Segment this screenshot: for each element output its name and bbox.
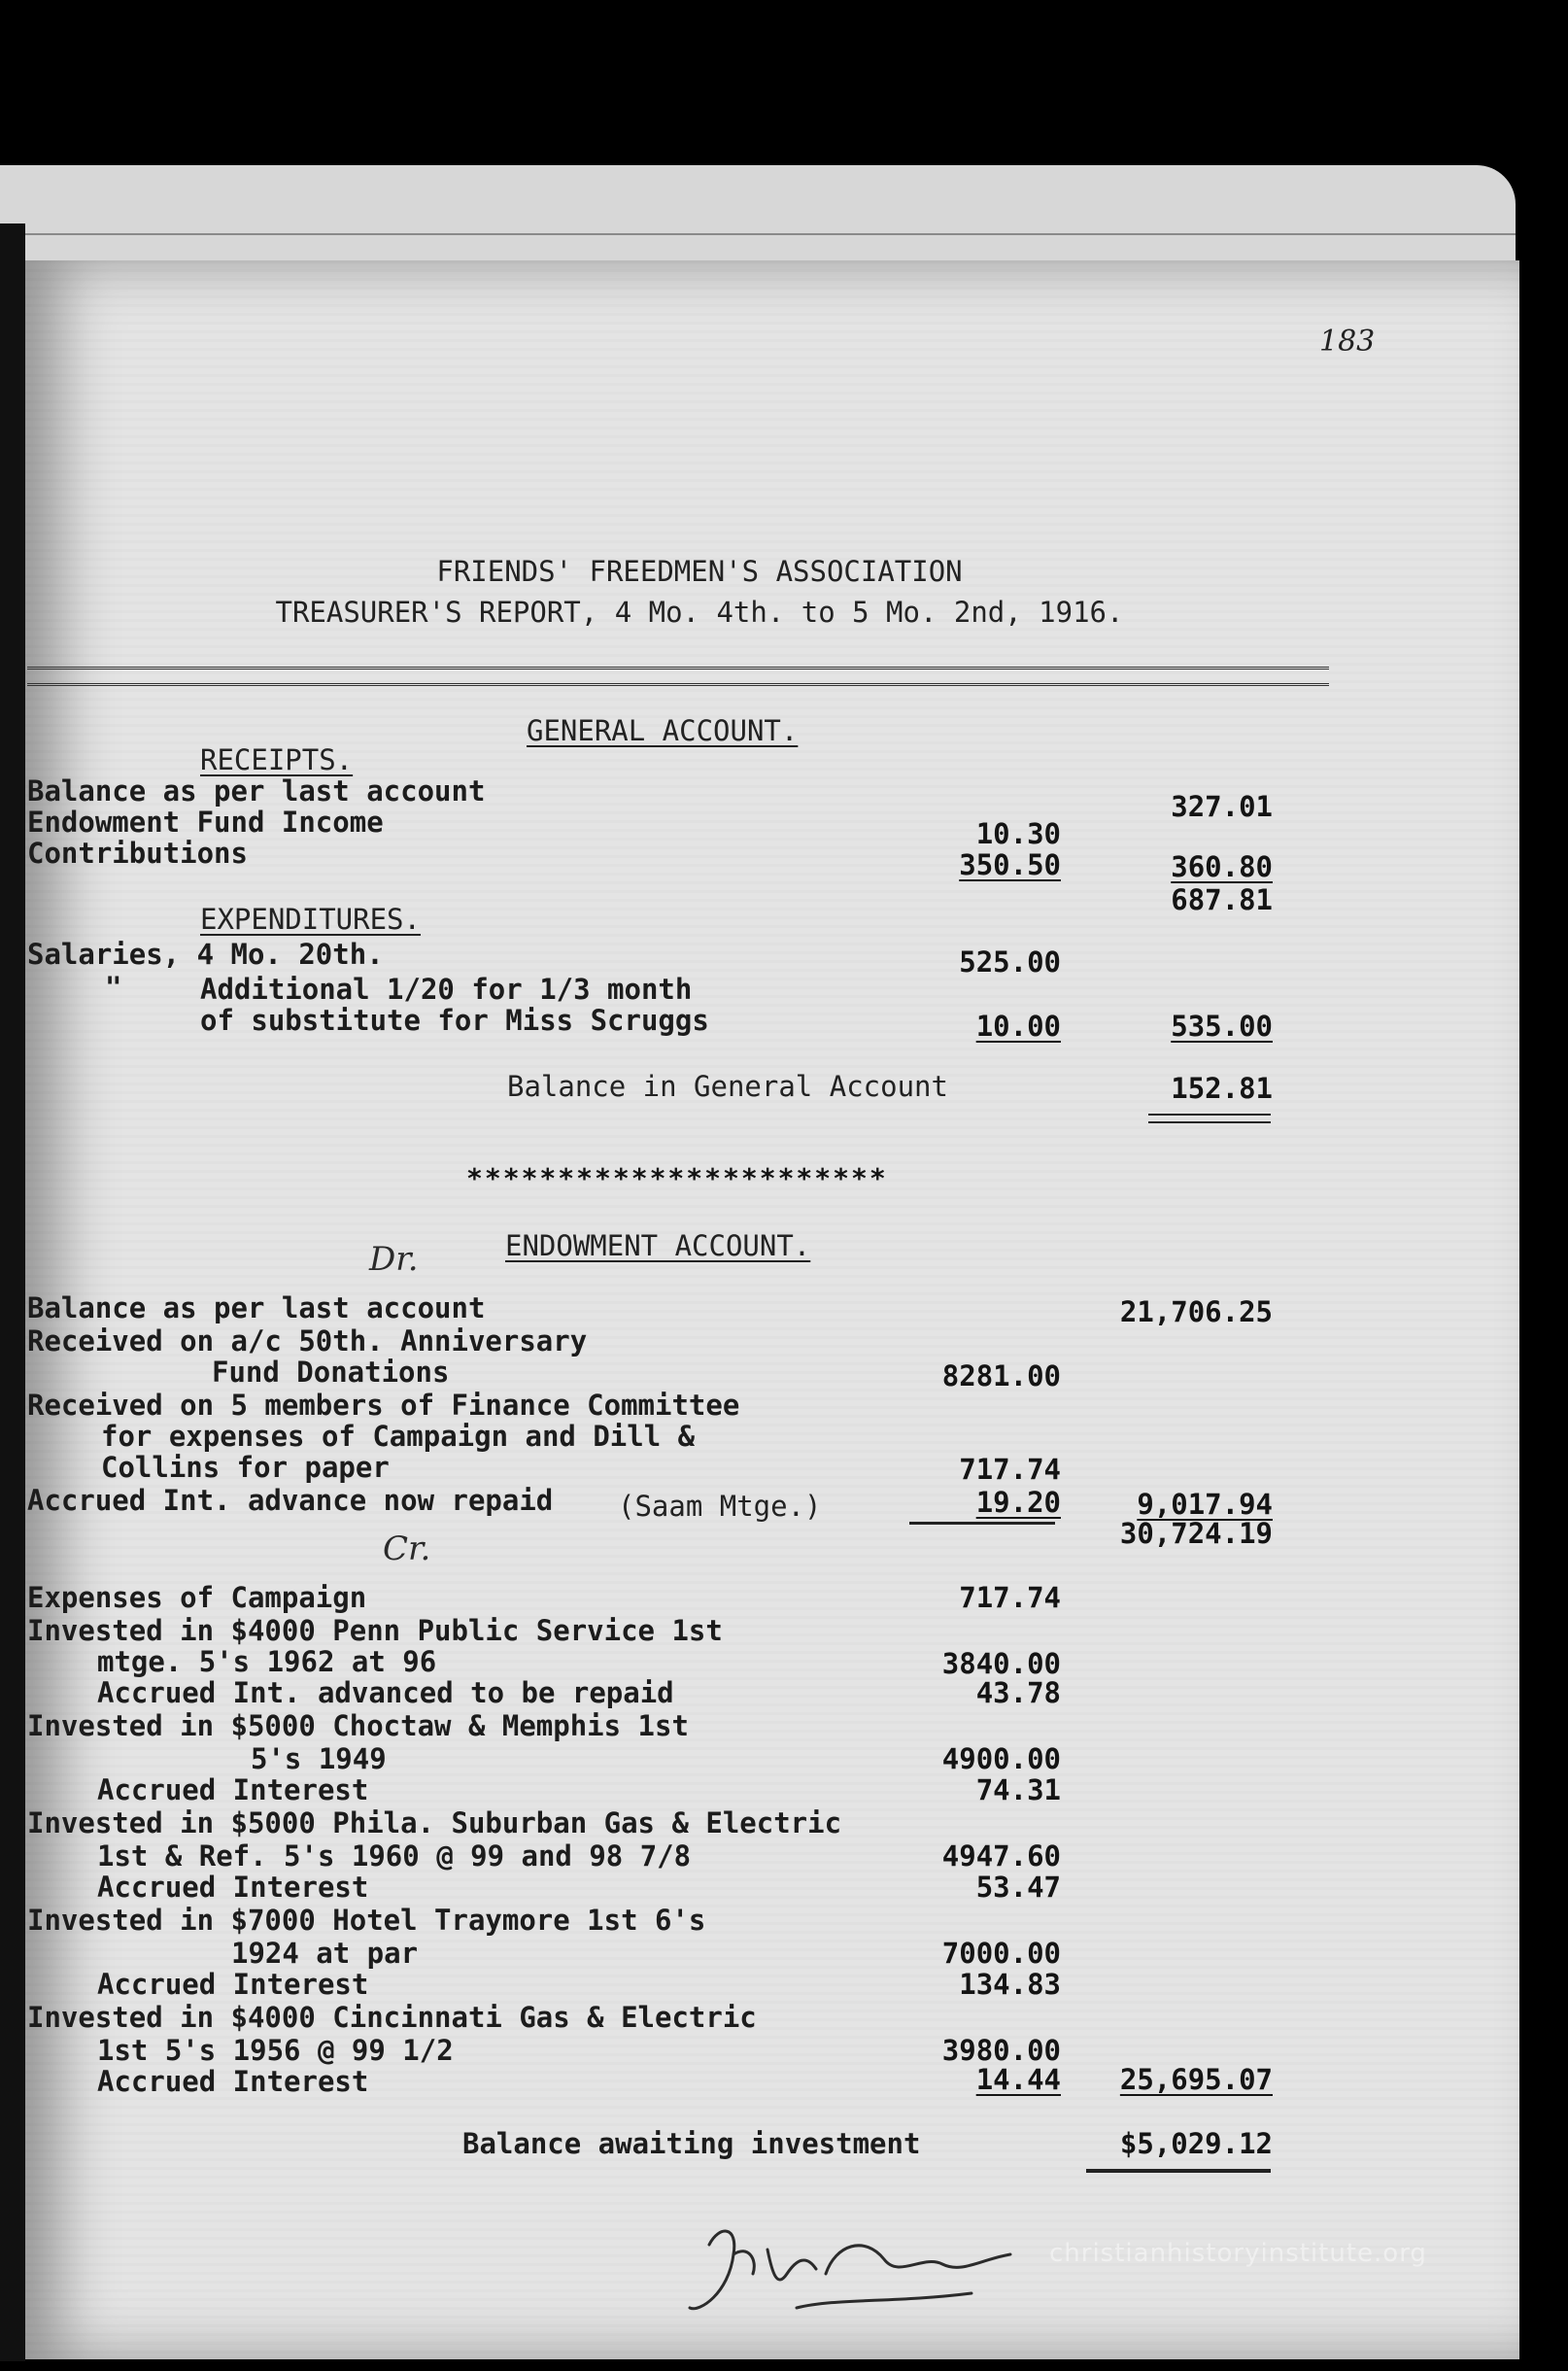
cincinnati-gas-label: Invested in $4000 Cincinnati Gas & Electric	[27, 2001, 757, 2034]
receipts-heading: RECEIPTS.	[200, 743, 354, 776]
campaign-expenses-credit-label: Expenses of Campaign	[27, 1581, 367, 1614]
receipt-contributions-amount: 350.50	[959, 848, 1061, 881]
collins-paper-label: Collins for paper	[101, 1451, 390, 1484]
hotel-traymore-label: Invested in $7000 Hotel Traymore 1st 6's	[27, 1904, 706, 1937]
receipts-sum: 687.81	[1171, 883, 1273, 916]
choctaw-accrued-label: Accrued Interest	[97, 1773, 369, 1806]
accrued-repaid-amount: 19.20	[975, 1486, 1061, 1519]
endowment-balance-total: 21,706.25	[1119, 1295, 1273, 1328]
choctaw-accrued-amount: 74.31	[975, 1773, 1061, 1806]
cincinnati-bond-amount: 3980.00	[941, 2034, 1061, 2067]
campaign-expenses-label: for expenses of Campaign and Dill &	[101, 1420, 696, 1453]
expenditures-total: 535.00	[1171, 1010, 1273, 1043]
receipt-contributions-total: 360.80	[1171, 850, 1273, 883]
expense-substitute-amount: 10.00	[975, 1010, 1061, 1043]
traymore-bond-amount: 7000.00	[941, 1937, 1061, 1970]
cincinnati-bond-label: 1st 5's 1956 @ 99 1/2	[97, 2034, 454, 2067]
traymore-accrued-label: Accrued Interest	[97, 1968, 369, 2001]
general-balance-double-underline	[1148, 1114, 1271, 1123]
penn-accrued-label: Accrued Int. advanced to be repaid	[97, 1676, 674, 1709]
receipts-subtotal: 9,017.94	[1137, 1488, 1273, 1521]
separator-stars: ***********************	[466, 1162, 888, 1194]
traymore-bond-label: 1924 at par	[231, 1937, 419, 1970]
expenditures-heading: EXPENDITURES.	[200, 903, 421, 936]
penn-public-service-label: Invested in $4000 Penn Public Service 1st	[27, 1614, 723, 1647]
anniversary-label: Received on a/c 50th. Anniversary	[27, 1324, 588, 1357]
general-account-title: GENERAL ACCOUNT.	[527, 714, 799, 747]
endowment-balance-label: Balance as per last account	[27, 1291, 486, 1324]
penn-mtge-label: mtge. 5's 1962 at 96	[97, 1645, 437, 1678]
saam-mtge-note: (Saam Mtge.)	[618, 1490, 822, 1523]
phila-bond-label: 1st & Ref. 5's 1960 @ 99 and 98 7/8	[97, 1839, 692, 1873]
watermark: christianhistoryinstitute.org	[1049, 2239, 1427, 2268]
receipt-contributions-label: Contributions	[27, 837, 248, 870]
report-title: TREASURER'S REPORT, 4 Mo. 4th. to 5 Mo. 2nd, 1916.	[275, 596, 1124, 629]
general-balance-label: Balance in General Account	[507, 1070, 948, 1103]
page-edge-shadow	[0, 223, 25, 2361]
expense-additional-label: Additional 1/20 for 1/3 month	[200, 973, 693, 1006]
campaign-expenses-credit-amount: 717.74	[959, 1581, 1061, 1614]
org-title: FRIENDS' FREEDMEN'S ASSOCIATION	[436, 555, 963, 588]
finance-committee-label: Received on 5 members of Finance Committee	[27, 1389, 740, 1422]
expense-salaries-amount: 525.00	[959, 945, 1061, 979]
receipt-balance-label: Balance as per last account	[27, 774, 486, 808]
cincinnati-accrued-amount: 14.44	[975, 2063, 1061, 2096]
double-rule	[27, 667, 1329, 686]
penn-mtge-amount: 3840.00	[941, 1647, 1061, 1680]
general-balance-value: 152.81	[1171, 1072, 1273, 1105]
page-number: 183	[1319, 325, 1376, 359]
choctaw-bond-amount: 4900.00	[941, 1742, 1061, 1775]
accrued-repaid-label: Accrued Int. advance now repaid	[27, 1484, 554, 1517]
phila-accrued-amount: 53.47	[975, 1871, 1061, 1904]
amount-rule	[909, 1522, 1055, 1525]
collins-paper-amount: 717.74	[959, 1453, 1061, 1486]
receipt-endowment-amount: 10.30	[975, 817, 1061, 850]
receipt-balance-total: 327.01	[1171, 790, 1273, 823]
endowment-dr-sum: 30,724.19	[1119, 1517, 1273, 1550]
cincinnati-accrued-label: Accrued Interest	[97, 2065, 369, 2098]
phila-accrued-label: Accrued Interest	[97, 1871, 369, 1904]
choctaw-memphis-label: Invested in $5000 Choctaw & Memphis 1st	[27, 1709, 689, 1742]
choctaw-bond-label: 5's 1949	[251, 1742, 387, 1775]
balance-underline	[1086, 2169, 1271, 2173]
fund-donations-amount: 8281.00	[941, 1359, 1061, 1392]
investments-total: 25,695.07	[1119, 2063, 1273, 2096]
traymore-accrued-amount: 134.83	[959, 1968, 1061, 2001]
endowment-account-title: ENDOWMENT ACCOUNT.	[505, 1229, 811, 1262]
ditto-mark: "	[105, 971, 122, 1004]
handwritten-dr-mark: Dr.	[369, 1240, 419, 1279]
handwritten-cr-mark: Cr.	[383, 1529, 431, 1568]
fund-donations-label: Fund Donations	[212, 1356, 450, 1389]
balance-awaiting-label: Balance awaiting investment	[462, 2127, 921, 2160]
receipt-endowment-label: Endowment Fund Income	[27, 806, 384, 839]
balance-awaiting-value: $5,029.12	[1119, 2127, 1273, 2160]
handwritten-signature	[680, 2216, 1049, 2332]
penn-accrued-amount: 43.78	[975, 1676, 1061, 1709]
phila-suburban-label: Invested in $5000 Phila. Suburban Gas & Electric	[27, 1806, 842, 1839]
expense-substitute-label: of substitute for Miss Scruggs	[200, 1004, 709, 1037]
expense-salaries-label: Salaries, 4 Mo. 20th.	[27, 938, 384, 971]
phila-bond-amount: 4947.60	[941, 1839, 1061, 1873]
